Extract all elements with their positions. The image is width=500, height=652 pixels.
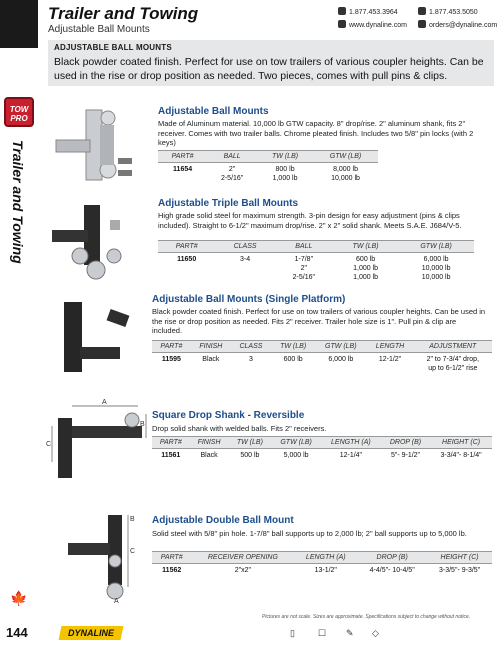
column-header: PART# [158,241,215,253]
part-number-cell: 11595 [161,356,181,363]
table-cell: 600 lb 1,000 lb 1,000 lb [353,256,379,281]
table-cell: 3-3/4"- 8-1/4" [440,452,482,459]
product-3-title: Adjustable Ball Mounts (Single Platform) [152,294,346,305]
phone-1-text: 1.877.453.3964 [349,9,398,16]
email-text[interactable]: orders@dynaline.com [429,22,498,29]
table-header-row [152,341,492,353]
column-header: BALL [207,151,257,163]
part-number-cell: 11562 [162,567,182,574]
column-header: TW (LB) [333,241,398,253]
column-header: PART# [152,552,191,564]
banner-heading: ADJUSTABLE BALL MOUNTS [54,43,172,52]
product-4-title: Square Drop Shank - Reversible [152,410,305,421]
table-cell: 2" to 7-3/4" drop, up to 6-1/2" rise [426,356,480,372]
triple-ball-mount-image [44,200,150,290]
dimension-c-label: C [130,548,136,555]
table-cell: 2" 2-5/16" [220,166,244,182]
column-header: LENGTH [366,341,413,353]
column-header: HEIGHT (C) [427,552,492,564]
column-header: TW (LB) [257,151,313,163]
table-cell: 4-4/5"- 10-4/5" [369,567,415,574]
column-header: BALL [275,241,333,253]
table-cell: 12-1/4" [339,452,363,459]
column-header: RECEIVER OPENING [191,552,294,564]
footer-disclaimer: Pictures are not scale. Sizes are approximate. Specifications subject to change without notice. [262,614,471,620]
product-2-title: Adjustable Triple Ball Mounts [158,198,299,209]
product-1-desc: Made of Aluminum material. 10,000 lb GTW capacity. 8" drop/rise. 2" aluminum shank, fits 2" receiver. Comes with two trailer balls. Chrome pleated finish. Includes two 5/8" pin locks (with 2 keys) [158,119,474,147]
table-cell: 3-4 [240,256,251,263]
globe-icon [338,20,346,28]
column-header: FINISH [191,341,231,353]
column-header: CLASS [231,341,271,353]
table-cell: 5,000 lb [283,452,309,459]
sidebar-section-title: Trailer and Towing [10,140,26,264]
product-1-spec-table [158,150,378,185]
table-cell: Black [202,356,220,363]
phone-2-text: 1.877.453.5050 [429,9,478,16]
product-5-desc: Solid steel with 5/8" pin hole. 1-7/8" ball supports up to 2,000 lb; 2" ball supports up to 5,000 lb. [152,529,467,538]
column-header: PART# [152,437,190,449]
table-cell: 12-1/2" [378,356,402,363]
table-cell: 6,000 lb [328,356,354,363]
column-header: PART# [158,151,207,163]
column-header: LENGTH (A) [294,552,357,564]
dimension-a-label: A [114,598,119,605]
sidebar-top-bar [0,0,38,48]
table-row [158,163,378,186]
dimension-b-label: B [140,421,145,428]
phone-1 [338,7,398,16]
table-cell: 500 lb [240,452,260,459]
table-cell: 1-7/8" 2" 2-5/16" [292,256,315,281]
part-number-cell: 11561 [161,452,181,459]
drop-shank-diagram [38,398,150,494]
product-5-title: Adjustable Double Ball Mount [152,515,294,526]
table-cell: 800 lb 1,000 lb [272,166,298,182]
table-row [152,564,492,578]
aluminum-ball-mount-image [48,100,148,188]
dimension-b-label: B [130,516,135,523]
table-row [152,449,492,463]
product-4-spec-table [152,436,492,462]
part-number-cell: 11650 [177,256,197,263]
column-header: TW (LB) [228,437,271,449]
table-cell: 8,000 lb 10,000 lb [331,166,360,182]
table-cell: 13-1/2" [314,567,337,574]
product-1-title: Adjustable Ball Mounts [158,106,269,117]
product-4-desc: Drop solid shank with welded balls. Fits 2" receivers. [152,424,327,433]
dimension-a-label: A [102,399,107,406]
fax-icon [418,7,426,15]
page-header [38,0,500,40]
page-number: 144 [0,622,48,644]
page-subtitle: Adjustable Ball Mounts [48,24,150,35]
table-header-row [152,552,492,564]
part-number-cell: 11654 [173,166,193,173]
table-cell: 2"x2" [234,567,252,574]
table-row [158,253,474,285]
table-cell: Black [200,452,218,459]
column-header: LENGTH (A) [321,437,381,449]
tow-pro-logo: TOW PRO [4,97,34,127]
table-header-row [158,241,474,253]
tag-icon: ◇ [372,628,379,638]
product-3-spec-table [152,340,492,375]
page-title: Trailer and Towing [48,4,199,23]
website-link[interactable] [338,20,407,29]
email-icon [418,20,426,28]
column-header: FINISH [190,437,229,449]
column-header: PART# [152,341,191,353]
column-header: CLASS [215,241,274,253]
banner-text: Black powder coated finish. Perfect for use on tow trailers of various coupler heights. Can be used in the rise or drop position as needed. Two pieces, comes with pull pins & clips. [54,56,484,82]
product-5-spec-table [152,551,492,577]
phone-icon [338,7,346,15]
table-row [152,353,492,376]
column-header: GTW (LB) [398,241,474,253]
column-header: ADJUSTMENT [414,341,492,353]
table-cell: 3-3/5"- 9-3/5" [439,567,481,574]
email-link[interactable] [418,20,497,29]
column-header: DROP (B) [357,552,427,564]
table-cell: 5"- 9-1/2" [390,452,421,459]
column-header: GTW (LB) [313,151,378,163]
pencil-icon: ✎ [346,628,354,638]
left-sidebar [0,0,38,652]
column-header: DROP (B) [381,437,430,449]
table-header-row [152,437,492,449]
table-cell: 3 [249,356,253,363]
product-2-spec-table [158,240,474,284]
table-header-row [158,151,378,163]
dynaline-logo-text: DYNALINE [67,628,114,638]
column-header: GTW (LB) [271,437,321,449]
website-text[interactable]: www.dynaline.com [349,22,407,29]
document-icon: ▯ [290,628,295,638]
single-platform-mount-image [52,292,142,382]
double-ball-mount-diagram [48,505,148,605]
dimension-c-label: C [46,441,52,448]
table-cell: 600 lb [283,356,303,363]
table-cell: 6,000 lb 10,000 lb 10,000 lb [421,256,451,281]
column-header: GTW (LB) [315,341,366,353]
column-header: TW (LB) [271,341,315,353]
phone-2 [418,7,478,16]
dynaline-logo [59,626,124,640]
product-2-desc: High grade solid steel for maximum strength. 3-pin design for easy adjustment (pins & clips included). Straight to 6-1/2" maximum drop/rise. 2" x 2" solid shank. Meets S.A.E. J684/V-5. [158,211,462,230]
column-header: HEIGHT (C) [430,437,492,449]
checkbox-icon: ☐ [318,628,327,638]
maple-leaf-icon: 🍁 [10,590,28,606]
product-3-desc: Black powder coated finish. Perfect for use on tow trailers of various coupler heights. Can be used in the rise or drop position as needed. Fits 2" receiver. Trailer hole size is 1". Pull pin & clip are included. [152,307,486,335]
